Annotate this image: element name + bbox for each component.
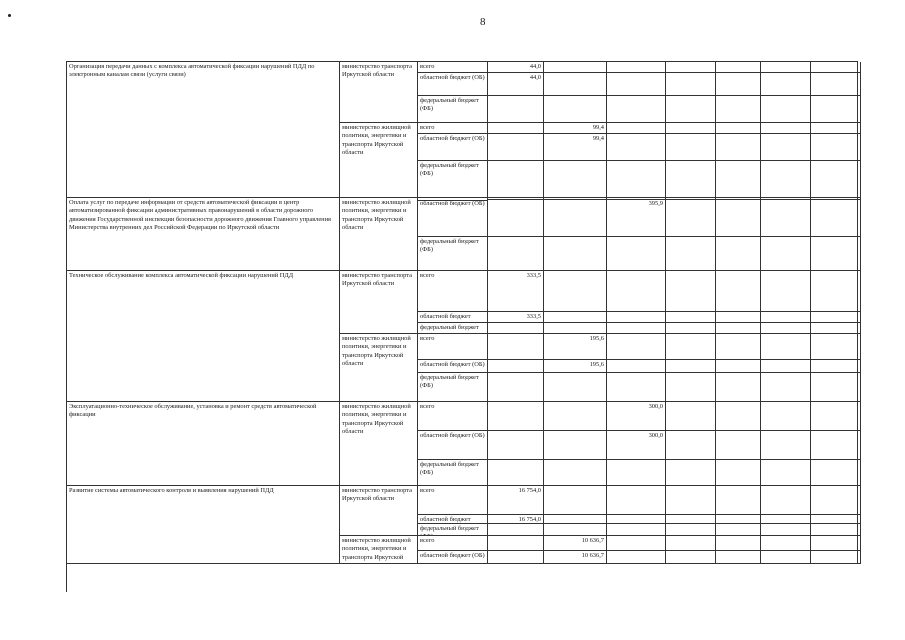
amount-cell <box>716 431 761 460</box>
funding-source-cell: всего <box>418 271 488 312</box>
amount-cell <box>488 460 544 486</box>
amount-cell <box>811 486 858 515</box>
amount-cell <box>716 134 761 161</box>
amount-cell <box>488 96 544 123</box>
amount-cell: 16 754,0 <box>488 515 544 524</box>
amount-cell <box>716 323 761 334</box>
amount-cell <box>607 323 666 334</box>
amount-cell <box>666 161 716 198</box>
amount-cell <box>761 373 811 402</box>
amount-cell <box>858 402 861 431</box>
amount-cell <box>607 373 666 402</box>
amount-cell <box>761 515 811 524</box>
amount-cell <box>666 312 716 323</box>
amount-cell <box>858 62 861 73</box>
funding-source-cell: всего <box>418 402 488 431</box>
amount-cell <box>544 199 607 237</box>
funding-source-cell: областной бюджет (ОБ) <box>418 551 488 564</box>
amount-cell: 195,6 <box>544 334 607 360</box>
amount-cell <box>811 62 858 73</box>
amount-cell <box>811 96 858 123</box>
amount-cell: 16 754,0 <box>488 486 544 515</box>
amount-cell <box>716 161 761 198</box>
amount-cell <box>607 515 666 524</box>
funding-source-cell: федеральный бюджет <box>418 524 488 536</box>
activity-cell: Развитие системы автоматического контроля и выявления нарушений ПДД <box>67 486 340 564</box>
amount-cell: 333,5 <box>488 312 544 323</box>
amount-cell <box>488 402 544 431</box>
amount-cell <box>716 486 761 515</box>
activity-cell: Эксплуатационно-техническое обслуживание, установка и ремонт средств автоматической фиксации <box>67 402 340 486</box>
amount-cell <box>544 524 607 536</box>
amount-cell: 99,4 <box>544 123 607 134</box>
amount-cell <box>544 312 607 323</box>
funding-source-cell: областной бюджет (ОБ) <box>418 360 488 373</box>
amount-cell <box>811 134 858 161</box>
amount-cell <box>544 161 607 198</box>
amount-cell <box>716 312 761 323</box>
executor-cell: министерство транспорта Иркутской области <box>340 271 418 334</box>
amount-cell <box>488 134 544 161</box>
amount-cell <box>761 536 811 551</box>
amount-cell: 195,6 <box>544 360 607 373</box>
activity-cell: Техническое обслуживание комплекса автоматической фиксации нарушений ПДД <box>67 271 340 402</box>
funding-source-cell: областной бюджет (ОБ) <box>418 199 488 237</box>
amount-cell <box>544 237 607 271</box>
amount-cell <box>811 312 858 323</box>
amount-cell <box>858 524 861 536</box>
executor-cell: министерство жилищной политики, энергетики и транспорта Иркутской области <box>340 402 418 486</box>
amount-cell: 44,0 <box>488 73 544 96</box>
funding-source-cell: областной бюджет (ОБ) <box>418 134 488 161</box>
amount-cell <box>544 373 607 402</box>
amount-cell <box>858 486 861 515</box>
amount-cell <box>488 161 544 198</box>
amount-cell <box>761 524 811 536</box>
amount-cell <box>761 486 811 515</box>
amount-cell <box>666 460 716 486</box>
amount-cell <box>607 134 666 161</box>
amount-cell: 44,0 <box>488 62 544 73</box>
amount-cell <box>666 551 716 564</box>
funding-source-cell: федеральный бюджет (ФБ) <box>418 161 488 198</box>
amount-cell <box>858 199 861 237</box>
amount-cell <box>607 73 666 96</box>
amount-cell <box>607 123 666 134</box>
amount-cell <box>666 373 716 402</box>
amount-cell <box>811 161 858 198</box>
amount-cell <box>488 536 544 551</box>
amount-cell <box>858 123 861 134</box>
amount-cell <box>858 551 861 564</box>
amount-cell <box>716 62 761 73</box>
amount-cell: 10 636,7 <box>544 551 607 564</box>
executor-cell: министерство жилищной политики, энергетики и транспорта Иркутской <box>340 536 418 564</box>
amount-cell <box>607 551 666 564</box>
amount-cell <box>858 161 861 198</box>
budget-table <box>66 61 858 592</box>
amount-cell <box>666 334 716 360</box>
amount-cell <box>607 237 666 271</box>
amount-cell <box>761 271 811 312</box>
amount-cell <box>858 515 861 524</box>
funding-source-cell: федеральный бюджет <box>418 323 488 334</box>
amount-cell <box>761 62 811 73</box>
amount-cell <box>811 123 858 134</box>
amount-cell <box>488 551 544 564</box>
amount-cell <box>544 73 607 96</box>
amount-cell <box>761 134 811 161</box>
amount-cell <box>811 199 858 237</box>
amount-cell <box>716 360 761 373</box>
amount-cell <box>858 237 861 271</box>
amount-cell <box>761 551 811 564</box>
amount-cell <box>811 237 858 271</box>
amount-cell <box>761 402 811 431</box>
amount-cell <box>811 373 858 402</box>
funding-source-cell: областной бюджет <box>418 312 488 323</box>
amount-cell: 395,9 <box>607 199 666 237</box>
amount-cell <box>544 96 607 123</box>
amount-cell <box>488 431 544 460</box>
amount-cell <box>666 123 716 134</box>
amount-cell <box>858 96 861 123</box>
amount-cell <box>666 73 716 96</box>
amount-cell <box>607 271 666 312</box>
amount-cell <box>716 73 761 96</box>
amount-cell <box>666 323 716 334</box>
amount-cell <box>716 515 761 524</box>
amount-cell <box>761 323 811 334</box>
amount-cell <box>811 334 858 360</box>
amount-cell: 300,0 <box>607 431 666 460</box>
amount-cell <box>811 360 858 373</box>
amount-cell <box>811 431 858 460</box>
amount-cell <box>544 271 607 312</box>
amount-cell: 10 636,7 <box>544 536 607 551</box>
amount-cell <box>761 96 811 123</box>
funding-source-cell: областной бюджет <box>418 515 488 524</box>
executor-cell: министерство жилищной политики, энергетики и транспорта Иркутской области <box>340 334 418 402</box>
amount-cell <box>544 460 607 486</box>
amount-cell <box>858 323 861 334</box>
funding-source-cell: федеральный бюджет (ФБ) <box>418 460 488 486</box>
amount-cell <box>607 536 666 551</box>
amount-cell <box>488 199 544 237</box>
funding-source-cell: федеральный бюджет (ФБ) <box>418 96 488 123</box>
funding-source-cell: федеральный бюджет (ФБ) <box>418 237 488 271</box>
amount-cell <box>544 402 607 431</box>
amount-cell <box>811 271 858 312</box>
amount-cell <box>761 237 811 271</box>
amount-cell <box>666 199 716 237</box>
executor-cell: министерство транспорта Иркутской области <box>340 62 418 123</box>
amount-cell <box>488 360 544 373</box>
funding-source-cell: областной бюджет (ОБ) <box>418 431 488 460</box>
amount-cell <box>811 402 858 431</box>
funding-source-cell: всего <box>418 334 488 360</box>
amount-cell <box>858 73 861 96</box>
amount-cell <box>488 237 544 271</box>
amount-cell <box>811 524 858 536</box>
amount-cell <box>666 402 716 431</box>
amount-cell <box>544 515 607 524</box>
amount-cell <box>761 199 811 237</box>
margin-dot <box>8 14 11 17</box>
amount-cell <box>666 486 716 515</box>
amount-cell <box>666 134 716 161</box>
executor-cell: министерство жилищной политики, энергетики и транспорта Иркутской области <box>340 198 418 271</box>
amount-cell <box>666 96 716 123</box>
amount-cell <box>858 431 861 460</box>
amount-cell <box>761 460 811 486</box>
amount-cell <box>607 96 666 123</box>
amount-cell <box>811 515 858 524</box>
amount-cell <box>666 237 716 271</box>
amount-cell <box>607 460 666 486</box>
funding-source-cell: всего <box>418 123 488 134</box>
amount-cell <box>716 199 761 237</box>
activity-cell: Оплата услуг по передаче информации от средств автоматической фиксации в центр автоматизированной фиксации административных правонарушений в области дорожного движения Государственной инспекции безопасности дорожного движения Главного управления Министерства внутренних дел Российской Федерации по Иркутской области <box>67 198 340 271</box>
amount-cell <box>716 373 761 402</box>
amount-cell <box>544 62 607 73</box>
amount-cell <box>761 312 811 323</box>
funding-source-cell: всего <box>418 62 488 73</box>
amount-cell <box>858 271 861 312</box>
amount-cell <box>488 334 544 360</box>
amount-cell <box>488 524 544 536</box>
amount-cell <box>607 312 666 323</box>
amount-cell <box>716 524 761 536</box>
amount-cell <box>607 334 666 360</box>
activity-cell: Организация передачи данных с комплекса автоматической фиксации нарушений ПДД по электронным каналам связи (услуги связи) <box>67 62 340 198</box>
amount-cell: 300,0 <box>607 402 666 431</box>
amount-cell <box>716 460 761 486</box>
amount-cell <box>858 312 861 323</box>
amount-cell <box>716 96 761 123</box>
executor-cell: министерство жилищной политики, энергетики и транспорта Иркутской области <box>340 123 418 198</box>
amount-cell <box>761 73 811 96</box>
amount-cell <box>858 334 861 360</box>
amount-cell <box>811 460 858 486</box>
amount-cell <box>666 431 716 460</box>
amount-cell <box>607 62 666 73</box>
amount-cell <box>811 551 858 564</box>
amount-cell <box>716 271 761 312</box>
amount-cell <box>666 536 716 551</box>
amount-cell: 333,5 <box>488 271 544 312</box>
amount-cell <box>488 123 544 134</box>
executor-cell: министерство транспорта Иркутской области <box>340 486 418 536</box>
amount-cell <box>607 524 666 536</box>
amount-cell <box>716 123 761 134</box>
amount-cell <box>666 515 716 524</box>
amount-cell <box>858 360 861 373</box>
amount-cell <box>488 323 544 334</box>
amount-cell <box>716 536 761 551</box>
amount-cell <box>607 360 666 373</box>
funding-source-cell: всего <box>418 486 488 515</box>
amount-cell <box>716 402 761 431</box>
amount-cell <box>761 334 811 360</box>
amount-cell <box>858 134 861 161</box>
amount-cell <box>666 62 716 73</box>
funding-source-cell: федеральный бюджет (ФБ) <box>418 373 488 402</box>
amount-cell <box>811 323 858 334</box>
amount-cell <box>761 360 811 373</box>
amount-cell <box>761 431 811 460</box>
amount-cell <box>811 73 858 96</box>
amount-cell <box>761 123 811 134</box>
amount-cell: 99,4 <box>544 134 607 161</box>
amount-cell <box>666 360 716 373</box>
amount-cell <box>544 323 607 334</box>
amount-cell <box>544 431 607 460</box>
funding-source-cell: областной бюджет (ОБ) <box>418 73 488 96</box>
amount-cell <box>811 536 858 551</box>
page-number: 8 <box>480 16 486 28</box>
amount-cell <box>858 460 861 486</box>
amount-cell <box>858 373 861 402</box>
amount-cell <box>716 334 761 360</box>
amount-cell <box>761 161 811 198</box>
amount-cell <box>666 524 716 536</box>
amount-cell <box>716 551 761 564</box>
amount-cell <box>607 161 666 198</box>
amount-cell <box>666 271 716 312</box>
amount-cell <box>858 536 861 551</box>
amount-cell <box>544 486 607 515</box>
amount-cell <box>488 373 544 402</box>
funding-source-cell: всего <box>418 536 488 551</box>
amount-cell <box>607 486 666 515</box>
amount-cell <box>716 237 761 271</box>
